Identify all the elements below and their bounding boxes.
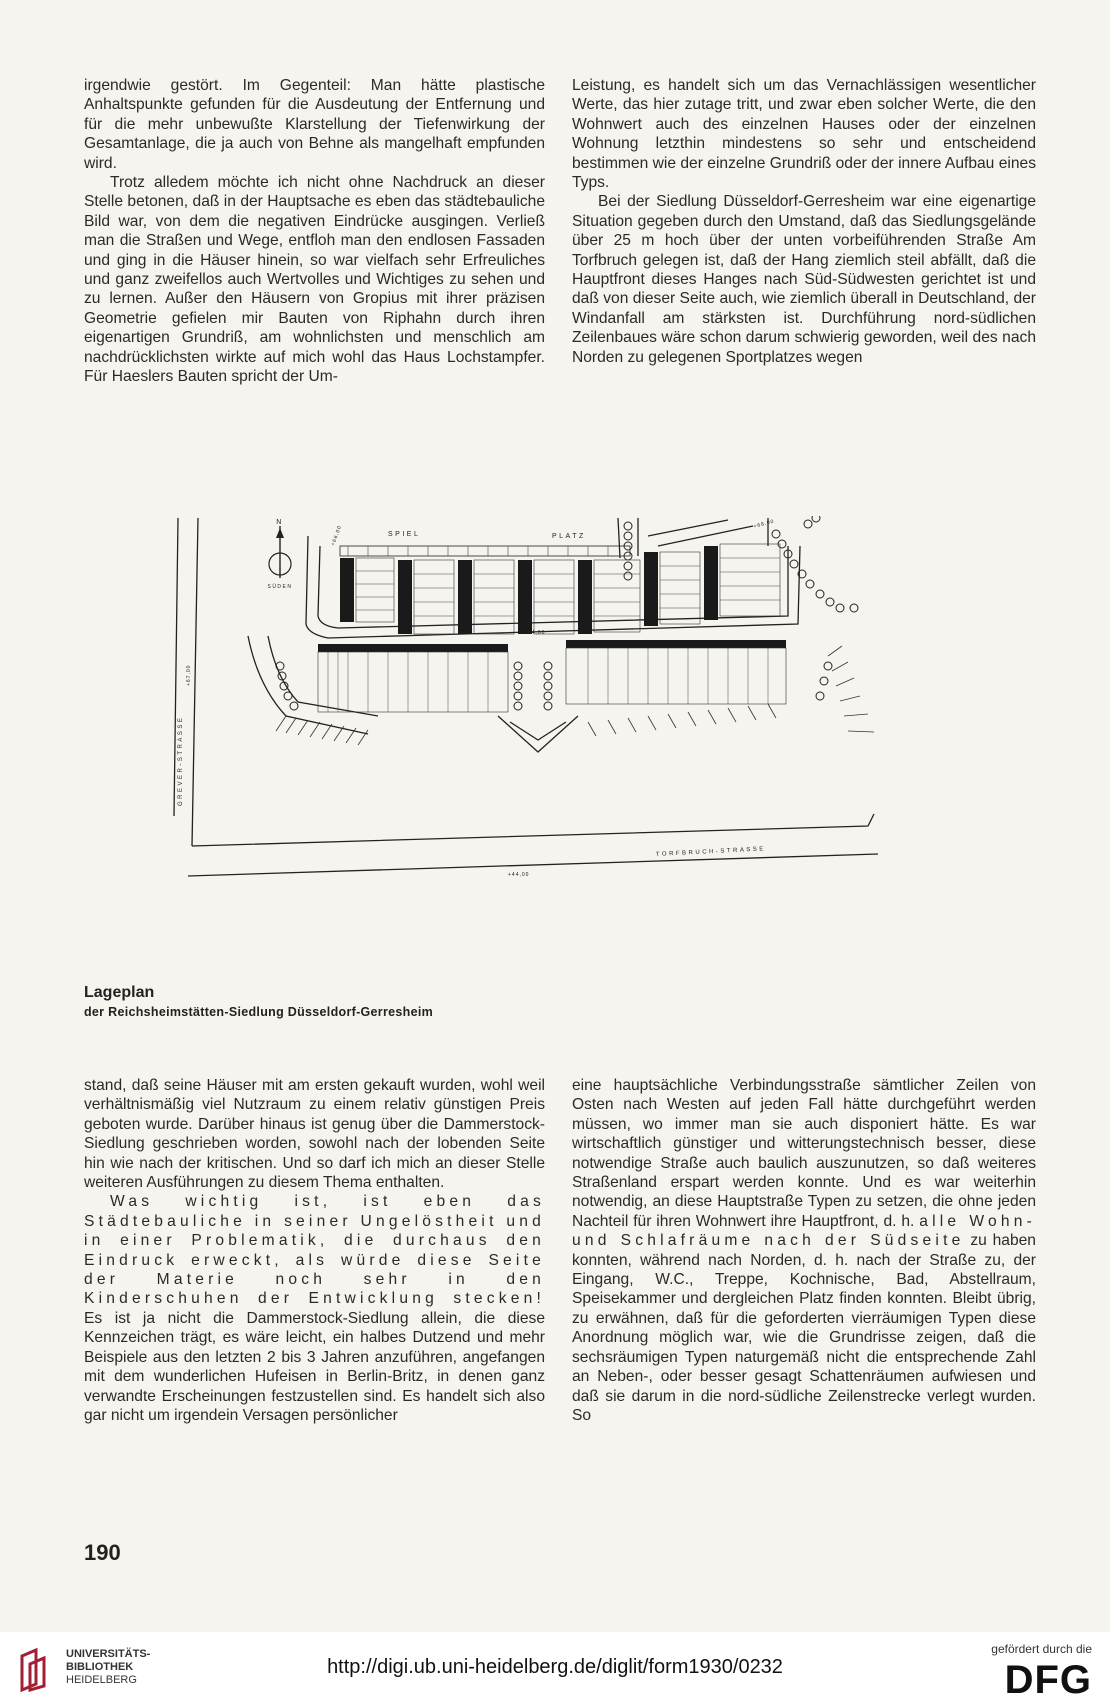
library-name-line: BIBLIOTHEK bbox=[66, 1661, 134, 1673]
spielplatz-label-2: PLATZ bbox=[552, 533, 586, 540]
caption-title: Lageplan bbox=[84, 984, 155, 1001]
paragraph bbox=[84, 1192, 545, 1425]
figure-caption bbox=[84, 983, 584, 1021]
caption-subtitle: der Reichsheimstätten-Siedlung Düsseldorf-Gerresheim bbox=[84, 1005, 434, 1019]
text-column-bottom-left bbox=[84, 1076, 545, 1425]
elevation-label: +64,00 bbox=[524, 630, 546, 636]
library-name-line: HEIDELBERG bbox=[66, 1674, 137, 1686]
text-column-top-right bbox=[572, 76, 1036, 367]
south-label: SÜDEN bbox=[267, 584, 293, 590]
elevation-label: +68,00 bbox=[752, 518, 776, 530]
north-arrow-icon bbox=[269, 526, 291, 578]
source-url-link[interactable]: http://digi.ub.uni-heidelberg.de/diglit/form1930/0232 bbox=[327, 1656, 783, 1678]
text-column-bottom-right bbox=[572, 1076, 1036, 1425]
text-column-top-left bbox=[84, 76, 545, 387]
paragraph: Bei der Siedlung Düsseldorf-Gerresheim war eine eigenartige Situation gegeben durch den Umstand, daß das Siedlungsgelände über 25 m hoch über der unten vorbeiführenden Straße Am Torfbruch gelegen ist, daß der Hang ziemlich steil abfällt, daß die Hauptfront dieses Hanges nach Süd-Südwesten gerichtet ist und daß von dieser Seite auch, wie ziemlich überall in Deutschland, der Windanfall am stärksten ist. Durchführung nord-südlichen Zeilenbaues wäre schon darum schwierig geworden, weil des nach Norden zu gelegenen Sportplatzes wegen bbox=[572, 193, 1036, 366]
paragraph: Trotz alledem möchte ich nicht ohne Nachdruck an dieser Stelle betonen, daß in der Hauptsache es eben das städtebauliche Bild war, von dem die negativen Eindrücke ausgingen. Verließ man die Straßen und Wege, entfloh man den endlosen Fassaden und ging in die Häuser hinein, so war vielfach sehr Erfreuliches und ganz zweifellos auch Wertvolles und Wichtiges zu sehen und zu lernen. Außer den Häusern von Gropius mit ihrer präzisen Geometrie gefielen mir Bauten von Riphahn durch ihren eigenartigen Grundriß, am wohnlichsten und menschlich am nachdrücklichsten wirkte auf mich wohl das Haus Lochstampfer. Für Haeslers Bauten spricht der Um- bbox=[84, 174, 545, 386]
funding-note: gefördert durch die bbox=[991, 1642, 1092, 1656]
emphasized-text: Was wichtig ist, ist eben das Städtebauliche in seiner Ungelöstheit und in einer Problematik, die durchaus den Eindruck erweckt, als würde diese Seite der Materie noch sehr in den Kinderschuhen der Entwicklung stecken! bbox=[84, 1193, 545, 1308]
north-label: N bbox=[276, 519, 284, 526]
emphasized-text: alle Wohn- und Schlafräume nach der Südseite bbox=[572, 1212, 1036, 1250]
dfg-logo: DFG bbox=[1004, 1658, 1092, 1702]
paragraph-text: zu haben konnten, während nach Norden, d. h. nach der Straße zu, der Eingang, W.C., Treppe, Kochnische, Bad, Abstellraum, Speisekammer und dergleichen Platz finden konnten. Bleibt übrig, zu erwähnen, daß für die geforderten vierräumigen Typen diese Anordnung möglich war, wie die Grundrisse zeigen, daß die sechsräumigen Typen naturgemäß nicht die entsprechende Zahl an Neben-, oder besser gesagt Schattenräumen aufwiesen und daß sie darum in die nord-südliche Zeilenstrecke verlegt wurden. So bbox=[572, 1232, 1036, 1424]
street-west-label: GREVER-STRASSE bbox=[178, 715, 184, 806]
elevation-label: +66,00 bbox=[330, 524, 344, 547]
paragraph: Leistung, es handelt sich um das Vernachlässigen wesentlicher Werte, das hier zutage tritt, und zwar eben solcher Werte, die den Wohnwert auch des einzelnen Hauses oder der einzelnen Wohnung letzthin mindestens so sehr und entscheidend bestimmen wie der einzelne Grundriß oder der innere Aufbau eines Typs. bbox=[572, 77, 1036, 192]
library-name-line: UNIVERSITÄTS- bbox=[66, 1648, 151, 1660]
paragraph-text: Es ist ja nicht die Dammerstock-Siedlung allein, die diese Kennzeichen trägt, es wäre leicht, ein halbes Dutzend und mehr Beispiele aus den letzten 2 bis 3 Jahren anzuführen, angefangen mit dem wunderlichen Hufeisen in Berlin-Britz, in denen ganz verwandte Erscheinungen festzustellen sind. Es handelt sich also gar nicht um irgendein Versagen persönlicher bbox=[84, 1309, 545, 1424]
paragraph: stand, daß seine Häuser mit am ersten gekauft wurden, wohl weil verhältnismäßig viel Nutzraum zu einem relativ günstigen Preis geboten wurde. Darüber hinaus ist genug über die Dammerstock-Siedlung geschrieben worden, sowohl nach der lobenden Seite hin wie nach der kritischen. Und so darf ich mich an dieser Stelle weiteren Ausführungen zu diesem Thema enthalten. bbox=[84, 1077, 545, 1192]
paragraph-text: eine hauptsächliche Verbindungsstraße sämtlicher Zeilen von Osten nach Westen auf jeden Fall hätte durchgeführt werden müssen, wo immer man sie auch disponiert hätte. Es war wirtschaftlich günstiger und witterungstechnisch besser, diese notwendige Straße auch baulich auszunutzen, so daß weiteres Straßenland erspart werden konnte. Und es war weiterhin notwendig, an diese Hauptstraße Typen zu setzen, die ohne jeden Nachteil für ihren Wohnwert ihre Hauptfront, d. h. bbox=[572, 1077, 1036, 1230]
site-plan-drawing bbox=[168, 516, 942, 962]
paragraph bbox=[572, 1076, 1036, 1425]
spielplatz-label-1: SPIEL bbox=[388, 531, 421, 538]
page-number: 190 bbox=[84, 1540, 121, 1565]
digitization-footer bbox=[0, 1632, 1110, 1706]
elevation-label: +67,00 bbox=[186, 664, 192, 686]
street-south-label: TORFBRUCH-STRASSE bbox=[655, 846, 767, 858]
elevation-label: +44,00 bbox=[508, 872, 530, 878]
paragraph: irgendwie gestört. Im Gegenteil: Man hätte plastische Anhaltspunkte gefunden für die Ausdeutung der Entfernung und für die mehr unbewußte Klarstellung der Tiefenwirkung der Gesamtanlage, die ja auch von Behne als mangelhaft empfunden wird. bbox=[84, 77, 545, 172]
